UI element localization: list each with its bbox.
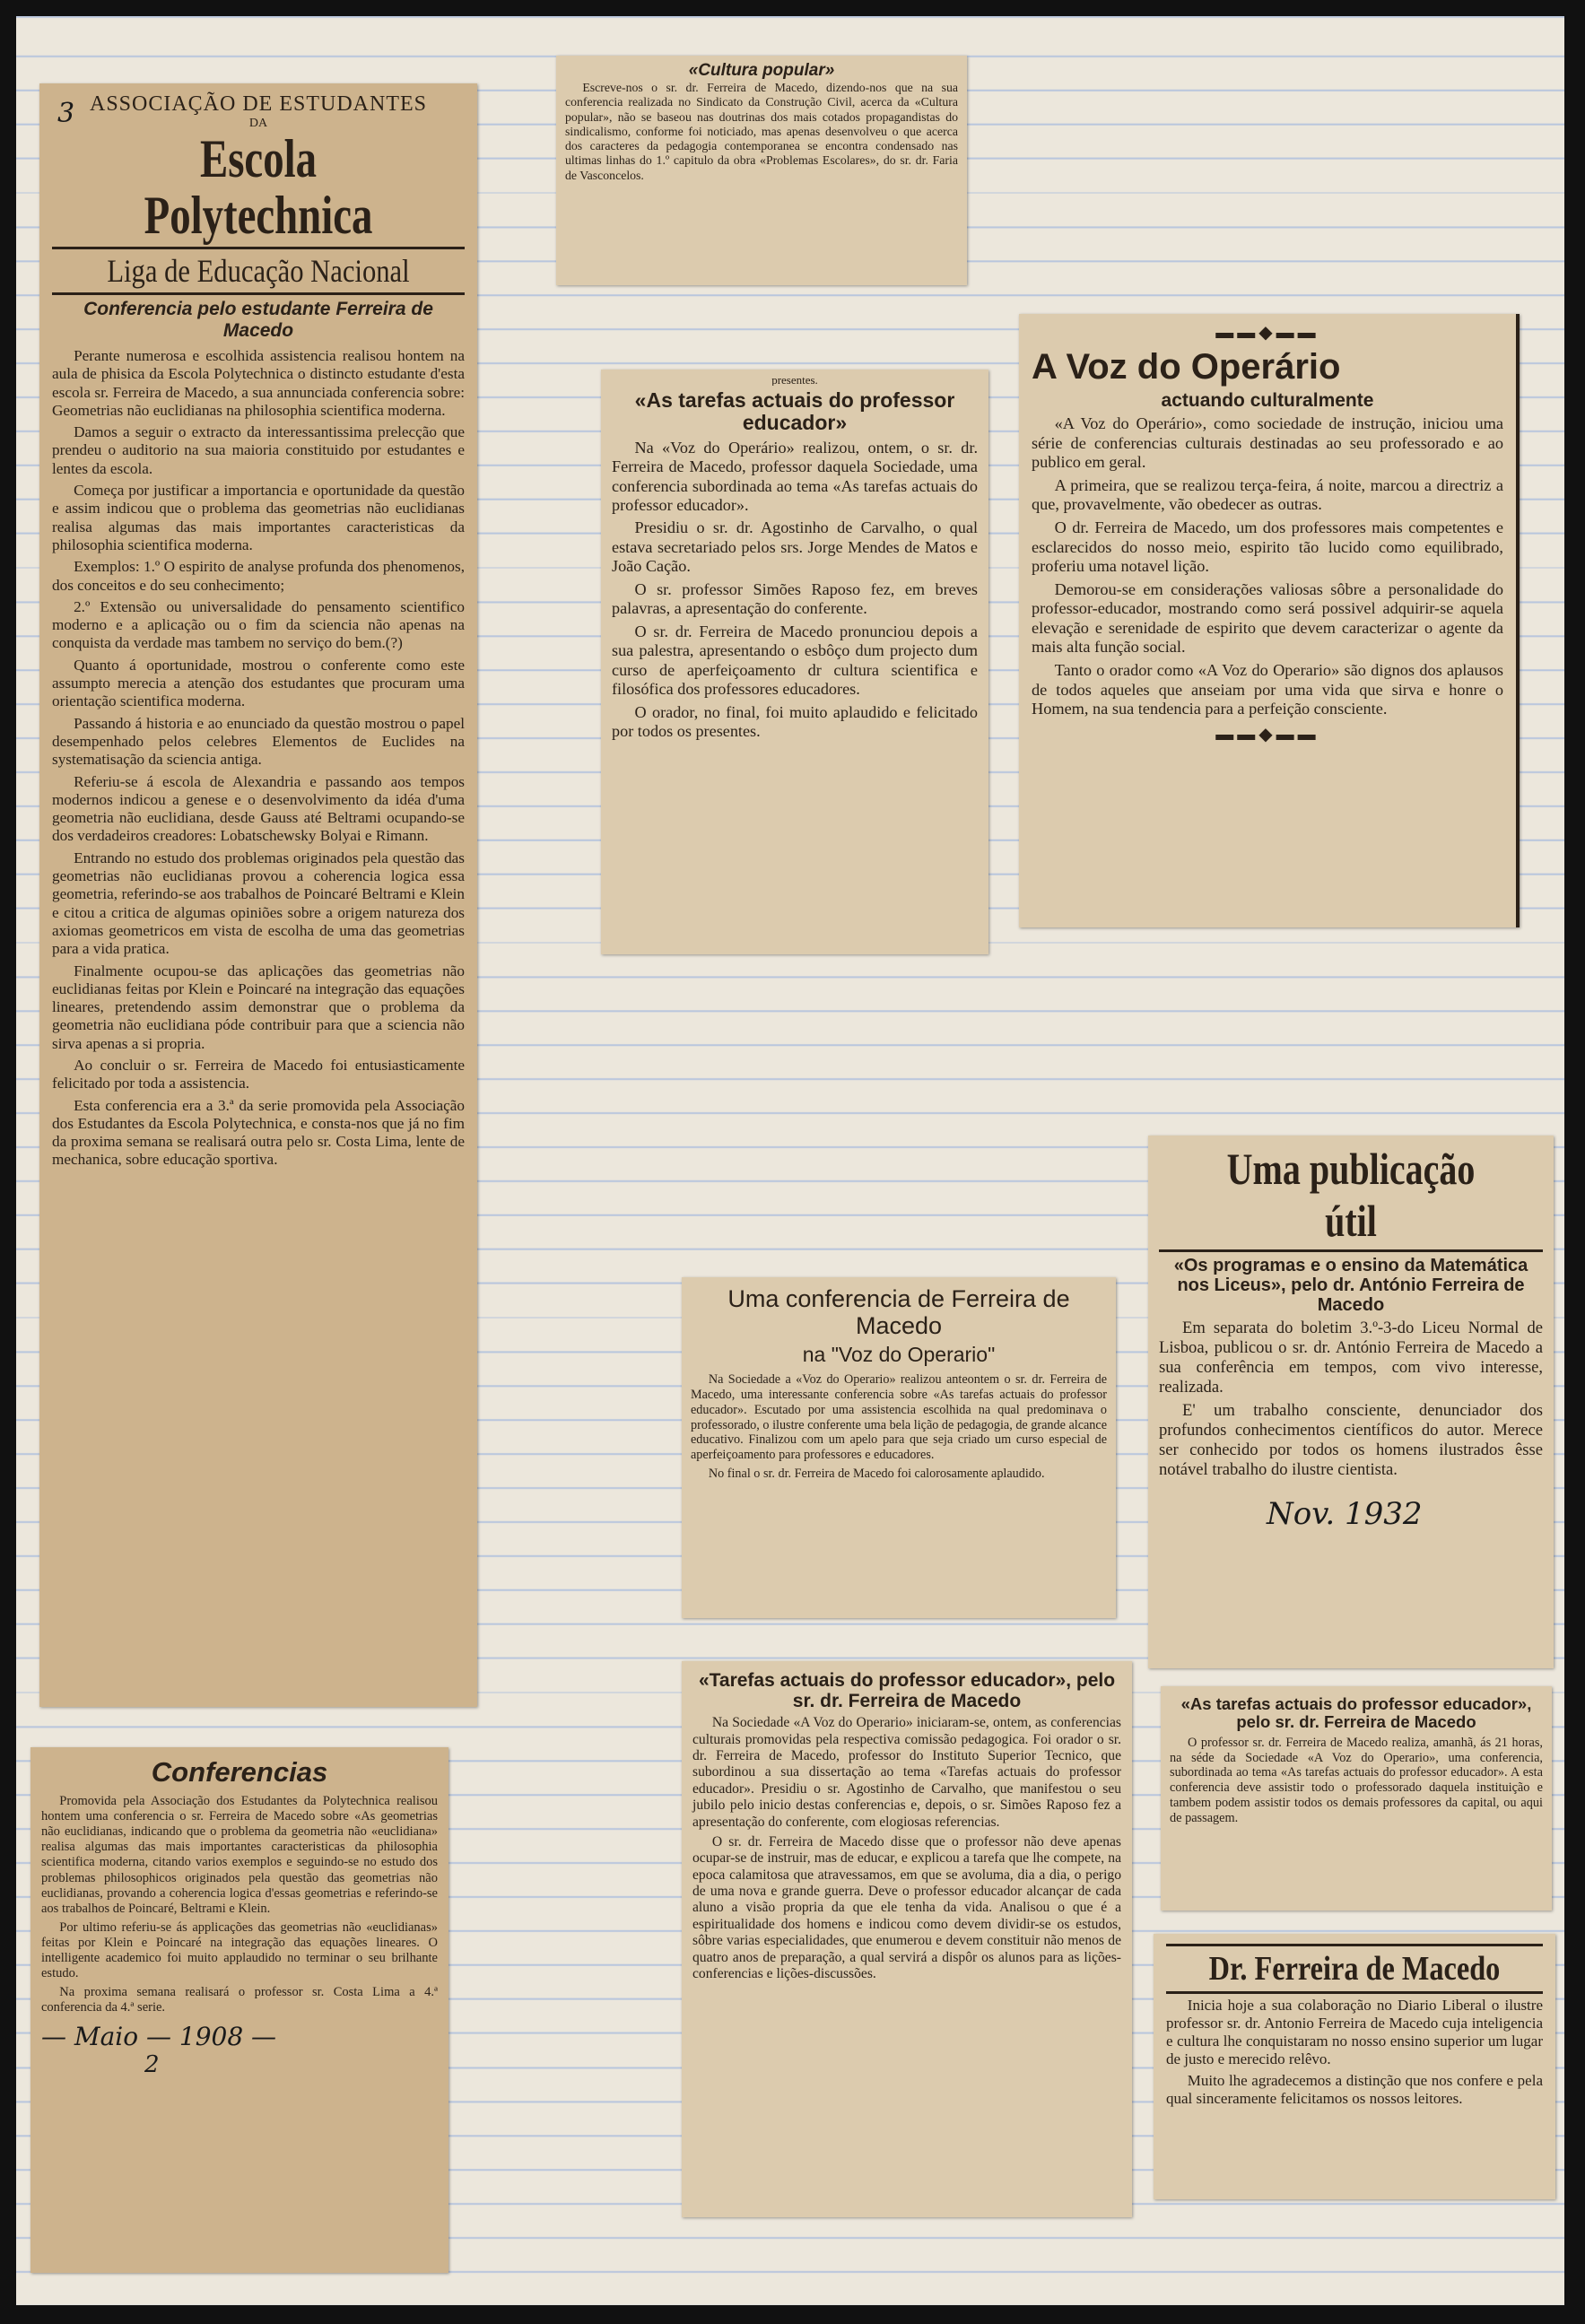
- clipping-dr-ferreira-de-macedo: [1154, 1934, 1555, 2199]
- clipping-escola-polytechnica: [39, 83, 477, 1707]
- clip1-headline: Conferencia pelo estudante Ferreira de Macedo: [83, 299, 433, 341]
- clip5-paragraph: E' um trabalho consciente, denunciador dos profundos conhecimentos científicos do autor. Merece ser conhecido por todos os homens ilustrados êsse notável trabalho do ilustre cientista.: [1159, 1400, 1543, 1479]
- clip7-paragraph: Promovida pela Associação dos Estudantes da Polytechnica realisou hontem uma conferencia o sr. Ferreira de Macedo sobre «As geometrias não euclidianas, indicando que o problema da geometria não «euclidiana» realisa algumas das mais importantes caracteristicas da philosophia scientifica moderna, citando varios exemplos e seguindo-se no estudo dos problemas philosophicos originados pela questão das geometrias não euclidianas, provando a coherencia logica d'essas geometrias e referindo-se aos trabalhos de Poincaré, Beltrami e Klein.: [41, 1794, 438, 1916]
- clip10-paragraph: Inicia hoje a sua colaboração no Diario Liberal o ilustre professor sr. dr. Antonio Ferreira de Macedo cuja inteligencia e cultura lhe conquistaram no nosso ensino superior um lugar de justo e merecido relêvo.: [1166, 1997, 1543, 2068]
- ornament-top: ▬▬◆▬▬: [1215, 323, 1319, 343]
- clip8-paragraph: O sr. dr. Ferreira de Macedo disse que o professor não deve apenas ocupar-se de instruir, mas de educar, e explicou a tarefa que lhe compete, na epoca calamitosa que atravessamos, em que se avoluma, dia a dia, o perigo de uma nova e grande guerra. Deve o professor educador alcançar de cada aluno a visão propria da que ele tenha da vida. Analisou o que é a espiritualidade dos homens e indicou como devem dividir-se os estudos, sôbre varias especialidades, que enumerou e devem constituir não menos de quatro anos de preparação, a qual servirá a dispôr os alunos para as lições-conferencias e lições-discussões.: [692, 1833, 1121, 1982]
- clip6-subtitle: na "Voz do Operario": [802, 1343, 996, 1367]
- clipping-uma-publicacao-util: [1148, 1136, 1554, 1668]
- page-mark-number: 3: [57, 98, 75, 129]
- header-rule-2: [52, 292, 465, 295]
- clip1-paragraph: Ao concluir o sr. Ferreira de Macedo foi entusiasticamente felicitado por toda a assistencia.: [52, 1056, 465, 1092]
- clip4-title: A Voz do Operário: [1032, 347, 1341, 387]
- clip1-paragraph: Perante numerosa e escolhida assistencia realisou hontem na aula de phisica da Escola Polytechnica o distincto estudante d'esta escola sr. Ferreira de Macedo, a sua annunciada conferencia sobre: Geometrias não euclidianas na philosophia scientifica moderna.: [52, 347, 465, 419]
- clipping-cultura-popular: [556, 56, 967, 285]
- clip3-paragraph: O orador, no final, foi muito aplaudido e felicitado por todos os presentes.: [612, 702, 978, 741]
- clip4-paragraph: Demorou-se em considerações valiosas sôbre a personalidade do professor-educador, mostrando como será possivel adquirir-se aquela elevação e serenidade de espirito que devem caracterizar o agente da mais alta função social.: [1032, 579, 1503, 657]
- clip5-rule: [1159, 1249, 1543, 1252]
- clip9-body: O professor sr. dr. Ferreira de Macedo realiza, amanhã, ás 21 horas, na séde da Sociedade «A Voz do Operario», uma conferencia, subordinada ao tema «As tarefas actuais do professor educador». A esta conferencia deve assistir todo o professorado daquela instituição e tambem podem assistir todos os demais professores da capital, ou aqui de passagem.: [1170, 1735, 1543, 1825]
- clip1-paragraph: Exemplos: 1.º O espirito de analyse profunda dos phenomenos, dos conceitos e do seu conhecimento;: [52, 558, 465, 594]
- clip2-body: Escreve-nos o sr. dr. Ferreira de Macedo, dizendo-nos que na sua conferencia realizada no Sindicato da Construção Civil, acerca da «Cultura popular», não se baseou nas doutrinas dos mais cotados propagandistas do sindicalismo, conforme foi noticiado, mas apenas desenvolveu o que acerca dos caracteres da pedagogia contemporanea se encontra condensado nas ultimas linhas do 1.º capitulo da obra «Problemas Escolares», do sr. dr. Faria de Vasconcelos.: [565, 81, 958, 182]
- header-rule: [52, 247, 465, 249]
- clip5-subtitle: «Os programas e o ensino da Matemática nos Liceus», pelo dr. António Ferreira de Macedo: [1173, 1256, 1528, 1315]
- clip1-paragraph: Passando á historia e ao enunciado da questão mostrou o papel desempenhado pelos celebres Elementos de Euclides na systematisação da sciencia antiga.: [52, 714, 465, 769]
- clip10-rule-top: [1166, 1944, 1543, 1946]
- clip4-paragraph: «A Voz do Operário», como sociedade de instrução, iniciou uma série de conferencias culturais destinadas ao seu professorado e ao publico em geral.: [1032, 414, 1503, 472]
- clip5-handwritten-date: Nov. 1932: [1267, 1495, 1423, 1532]
- clip6-title: Uma conferencia de Ferreira de Macedo: [727, 1285, 1070, 1339]
- clip7-paragraph: Na proxima semana realisará o professor sr. Costa Lima a 4.ª conferencia da 4.ª serie.: [41, 1985, 438, 2015]
- ornament-bottom: ▬▬◆▬▬: [1215, 724, 1319, 744]
- clip8-title: «Tarefas actuais do professor educador», pelo sr. dr. Ferreira de Macedo: [698, 1670, 1116, 1712]
- clipping-conferencias-1908: [30, 1747, 449, 2273]
- da-label: DA: [248, 117, 268, 130]
- clip2-title: «Cultura popular»: [688, 61, 835, 80]
- clip1-paragraph: Damos a seguir o extracto da interessantissima prelecção que prendeu o auditorio na sua maioria constituido por estudantes e lentes da escola.: [52, 423, 465, 477]
- clip3-fragment: presentes.: [771, 373, 818, 386]
- clip7-paragraph: Por ultimo referiu-se ás applicações das geometrias não «euclidianas» feitas por Klein e Poincaré na integração das equações lineares. O intelligente academico foi muito applaudido no terminar o seu brilhante estudo.: [41, 1919, 438, 1981]
- clip1-paragraph: Esta conferencia era a 3.ª da serie promovida pela Associação dos Estudantes da Escola Polytechnica, e consta-nos que já no fim da proxima semana se realisará outra pelo sr. Costa Lima, lente de mechanica, sobre educação sportiva.: [52, 1096, 465, 1169]
- clip4-paragraph: O dr. Ferreira de Macedo, um dos professores mais competentes e esclarecidos do nosso meio, espirito tão lucido como equilibrado, proferiu uma notavel lição.: [1032, 518, 1503, 576]
- clip7-handwritten-number: 2: [144, 2050, 160, 2078]
- clip9-title: «As tarefas actuais do professor educador», pelo sr. dr. Ferreira de Macedo: [1180, 1694, 1532, 1732]
- clip1-paragraph: 2.º Extensão ou universalidade do pensamento scientifico moderno e a aplicação ou o fim da sciencia não apenas na conquista da verdade mas tambem no serviço do bem.(?): [52, 597, 465, 652]
- clip1-paragraph: Referiu-se á escola de Alexandria e passando aos tempos modernos indicou a genese e o desenvolvimento da idéa d'uma geometria não euclidiana, desde Gauss até Beltrami ocupando-se dos verdadeiros creadores: Lobatschewsky Bolyai e Rimann.: [52, 772, 465, 845]
- school-header: Escola Polytechnica: [144, 129, 373, 245]
- clip10-rule: [1166, 1991, 1543, 1994]
- scrapbook-page: [16, 16, 1564, 2305]
- clip1-paragraph: Finalmente ocupou-se das aplicações das geometrias não euclidianas feitas por Klein e Poincaré na integração das equações lineares, pretendendo assim demonstrar que o problema da geometria não euclidiana póde contribuir para que a sciencia não sirva apenas a si propria.: [52, 962, 465, 1052]
- clipping-voz-do-operario: [1019, 314, 1520, 927]
- clipping-tarefas-actuais: [682, 1661, 1132, 2217]
- clip3-paragraph: Presidiu o sr. dr. Agostinho de Carvalho, o qual estava secretariado pelos srs. Jorge Mendes de Matos e João Cação.: [612, 518, 978, 576]
- clip6-paragraph: Na Sociedade a «Voz do Operario» realizou anteontem o sr. dr. Ferreira de Macedo, uma interessante conferencia sobre «As tarefas actuais do professor educador». Escutado por uma assistencia escolhida na qual predominava o professorado, o ilustre conferente uma bela lição de pedagogia, de grande alcance educativo. Finalizou com um apelo para que seja criado um curso especial de aperfeiçoamento para professores e educadores.: [691, 1372, 1107, 1463]
- clip1-paragraph: Entrando no estudo dos problemas originados pela questão das geometrias não euclidianas provou a coherencia logica essa geometria, referindo-se aos trabalhos de Poincaré Beltrami e Klein e citou a critica de algumas opiniões sobre a origem natureza dos axiomas geometricos em vista de escolha de uma das geometrias para a vida pratica.: [52, 849, 465, 958]
- clip10-paragraph: Muito lhe agradecemos a distinção que nos confere e pela qual sinceramente felicitamos os nossos leitores.: [1166, 2072, 1543, 2108]
- clip1-paragraph: Quanto á oportunidade, mostrou o conferente como este assumpto merecia a atenção dos estudantes que procuram uma orientação scientifica moderna.: [52, 656, 465, 710]
- clip10-title: Dr. Ferreira de Macedo: [1208, 1950, 1501, 1988]
- clipping-as-tarefas-actuais: [601, 370, 988, 954]
- clip3-paragraph: O sr. professor Simões Raposo fez, em breves palavras, a apresentação do conferente.: [612, 579, 978, 618]
- association-header: ASSOCIAÇÃO DE ESTUDANTES: [89, 92, 428, 116]
- clipping-as-tarefas-announcement: [1161, 1686, 1552, 1911]
- clip7-title: Conferencias: [151, 1756, 328, 1788]
- clip3-title: «As tarefas actuais do professor educador»: [634, 388, 955, 435]
- clip5-title: Uma publicação útil: [1226, 1144, 1476, 1246]
- clip4-paragraph: A primeira, que se realizou terça-feira, á noite, marcou a directriz a que, provavelmente, vão obedecer as outras.: [1032, 475, 1503, 514]
- clip6-paragraph: No final o sr. dr. Ferreira de Macedo foi calorosamente aplaudido.: [708, 1466, 1045, 1481]
- clip3-paragraph: O sr. dr. Ferreira de Macedo pronunciou depois a sua palestra, apresentando o esbôço dum projecto dum curso de aperfeiçoamento dr cultura scientifica e filosófica dos professores educadores.: [612, 622, 978, 699]
- clip4-paragraph: Tanto o orador como «A Voz do Operario» são dignos dos aplausos de todos aqueles que anseiam por uma vida que sirva e honre o Homem, na sua tendencia para a perfeição consciente.: [1032, 661, 1503, 718]
- clip5-paragraph: Em separata do boletim 3.º-3-do Liceu Normal de Lisboa, publicou o sr. dr. António Ferreira de Macedo a sua conferência em tempos, com vivo interesse, realizada.: [1159, 1319, 1543, 1397]
- clip1-paragraph: Começa por justificar a importancia e oportunidade da questão e assim indicou que o problema das geometrias não euclidianas realisa algumas das mais importantes caracteristicas da philosophia scientifica moderna.: [52, 482, 465, 553]
- clipping-uma-conferencia: [682, 1277, 1116, 1618]
- clip7-handwritten-date: — Maio — 1908 —: [41, 2021, 277, 2051]
- clip8-paragraph: Na Sociedade «A Voz do Operario» iniciaram-se, ontem, as conferencias culturais promovidas pela respectiva comissão pedagogica. Foi orador o sr. dr. Ferreira de Macedo, professor do Instituto Superior Tecnico, que subordinou a sua dissertação ao tema «Tarefas actuais do professor educador». Presidiu o sr. Agostinho de Carvalho, que manifestou o seu jubilo pelo inicio destas conferencias e, depois, o sr. Simões Raposo fez a apresentação do conferente, com elogiosas referencias.: [692, 1715, 1121, 1830]
- clip3-paragraph: Na «Voz do Operário» realizou, ontem, o sr. dr. Ferreira de Macedo, professor daquela Sociedade, uma conferencia subordinada ao tema «As tarefas actuais do professor educador».: [612, 438, 978, 514]
- league-header: Liga de Educação Nacional: [107, 253, 410, 289]
- clip4-subtitle: actuando culturalmente: [1161, 390, 1374, 411]
